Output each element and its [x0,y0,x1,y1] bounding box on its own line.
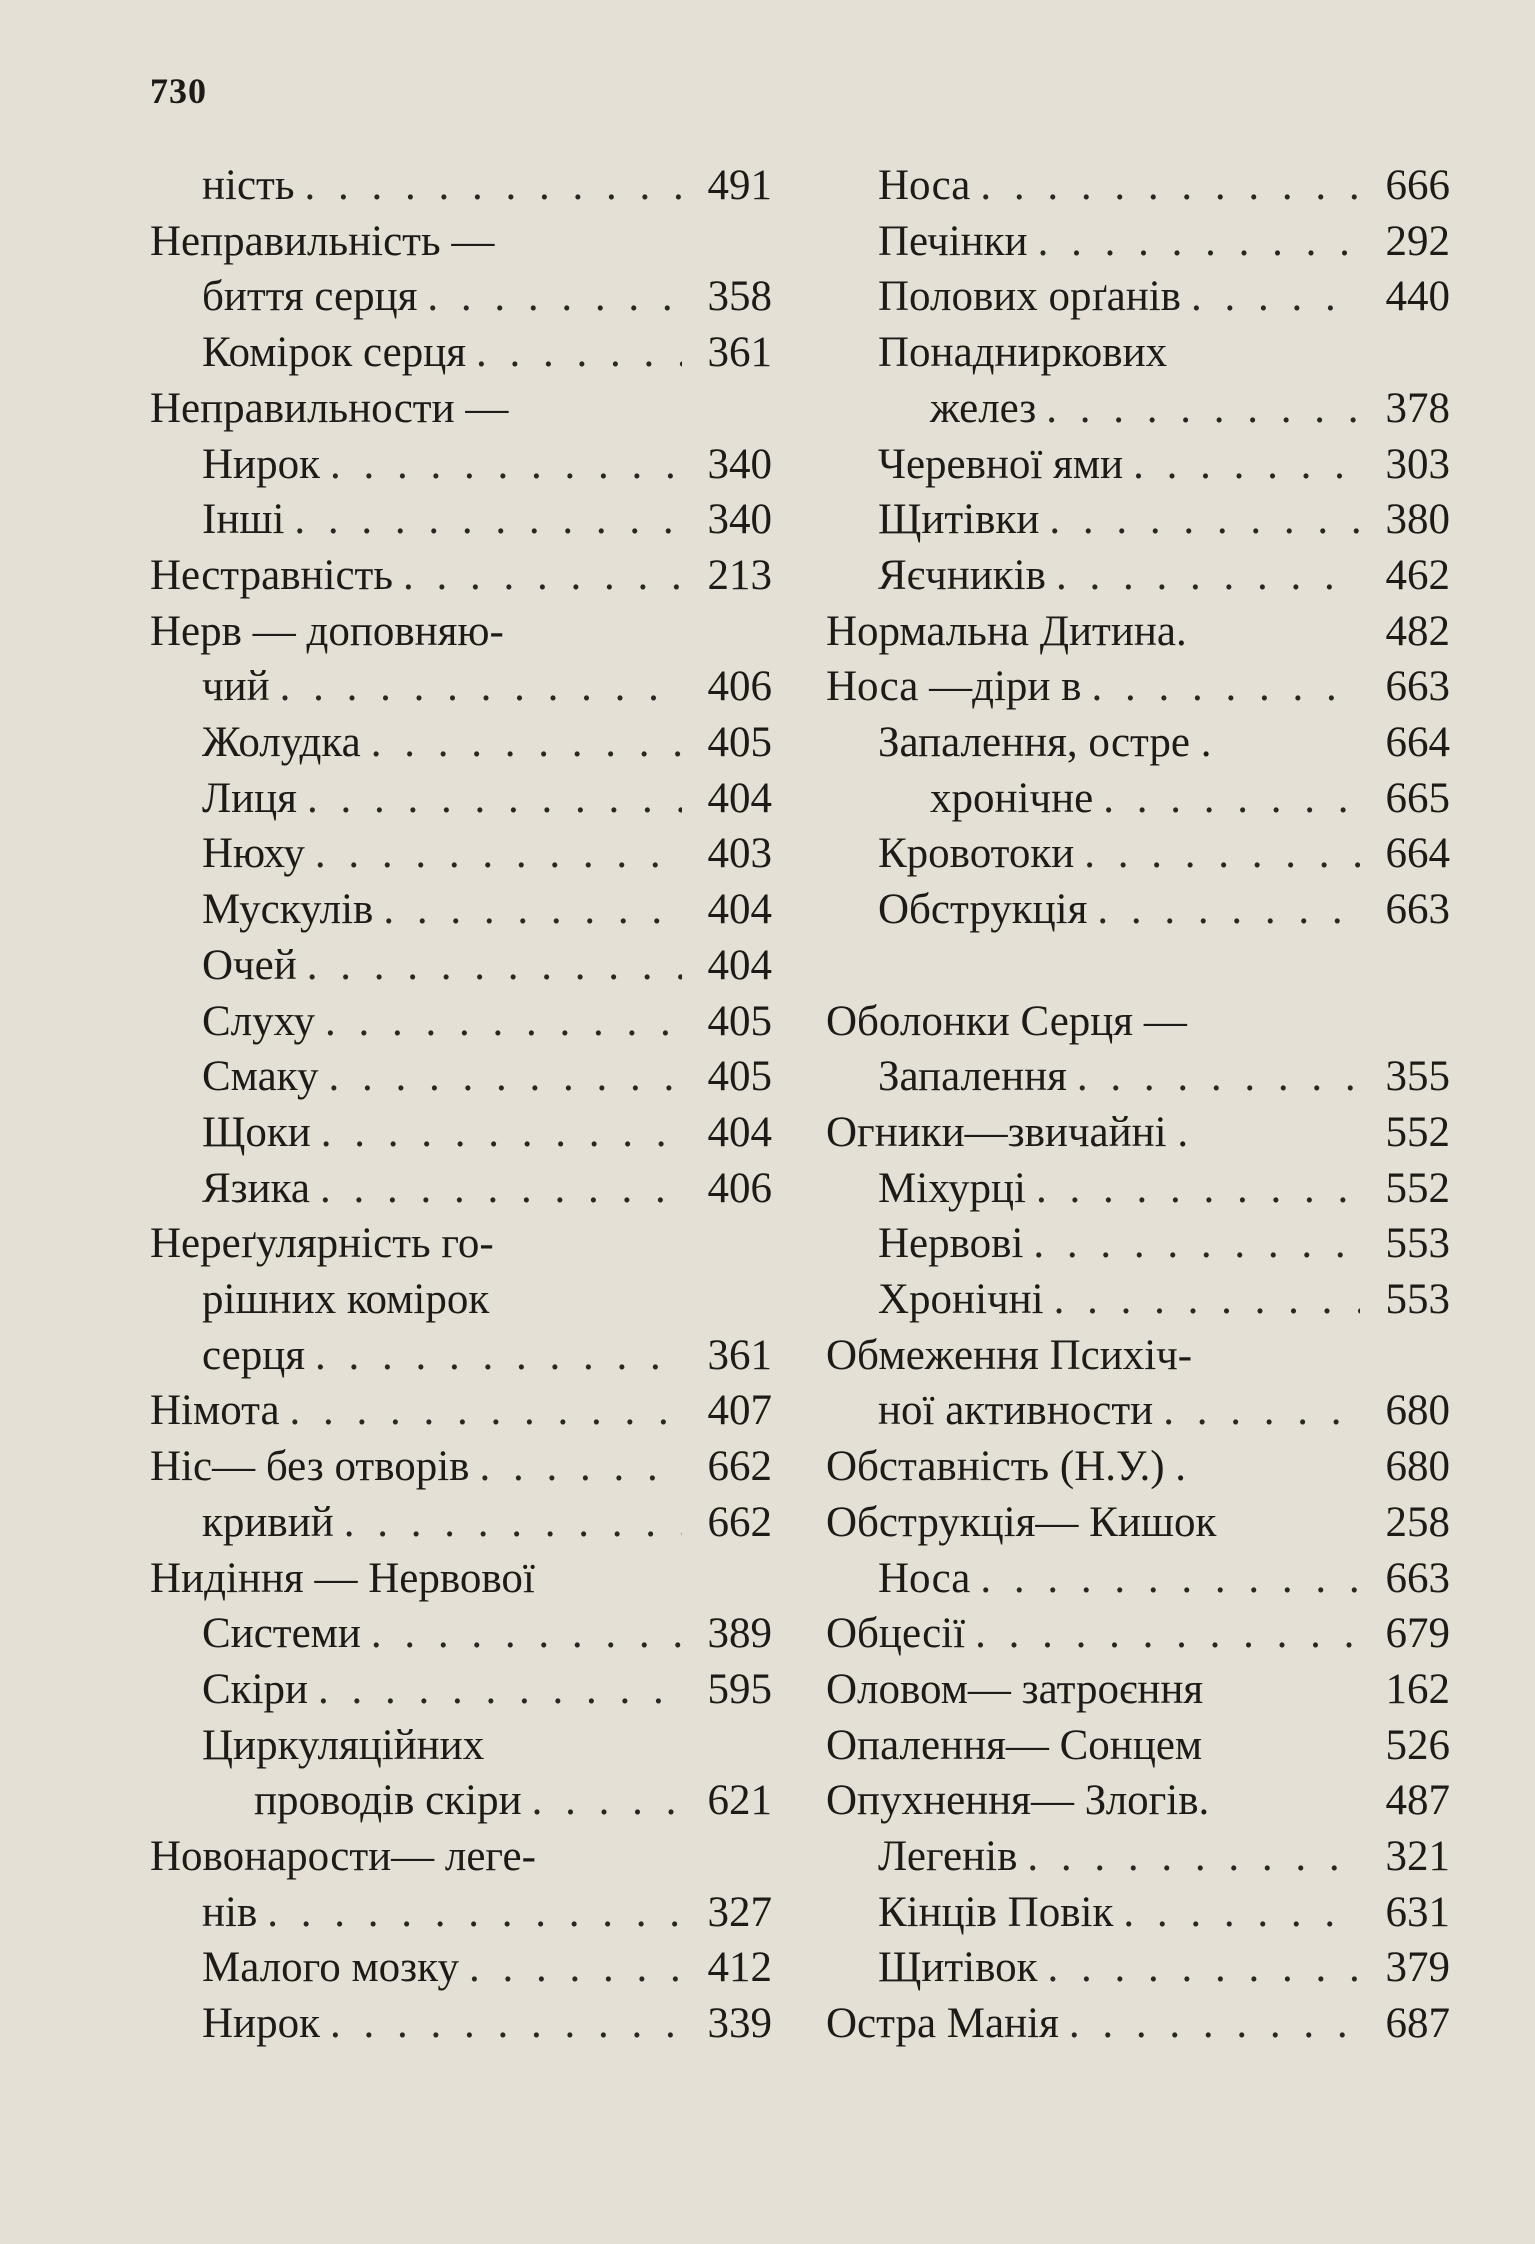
index-entry [150,1383,772,1439]
entry-page-number: 404 [707,886,772,934]
entry-term: Обструкція— Кишок [826,1498,1217,1546]
entry-term: Язика [202,1164,311,1212]
entry-term: проводів скіри [254,1777,522,1825]
entry-page-number: 258 [1385,1498,1450,1546]
index-entry [826,1718,1450,1774]
entry-term: Огники—звичайні . [826,1108,1189,1156]
entry-page-number: 405 [707,719,772,766]
entry-page-number: 404 [707,1108,772,1156]
entry-page-number: 406 [707,1164,772,1212]
entry-page-number: 358 [707,273,772,321]
index-entry [826,659,1450,715]
index-entry [826,826,1450,882]
index-entry [826,437,1450,493]
entry-term: Запалення, остре . [878,719,1212,766]
leader-dots [1049,492,1360,548]
index-entry [826,1829,1450,1885]
entry-page-number: 412 [707,1944,772,1992]
leader-dots [476,325,682,381]
entry-term: рішних комірок [202,1276,490,1323]
entry-page-number: 664 [1385,719,1450,766]
index-entry [826,1940,1450,1996]
index-entry [826,1105,1450,1161]
entry-page-number: 553 [1385,1276,1450,1323]
entry-page-number: 553 [1385,1220,1450,1268]
index-entry [826,158,1450,214]
entry-term: Нерв — доповняю- [150,607,504,655]
page-number: 730 [150,71,207,111]
index-entry [826,1161,1450,1217]
leader-dots [1097,882,1360,938]
index-entry [826,1439,1450,1495]
index-entry [826,1996,1450,2052]
leader-dots [427,269,682,325]
leader-dots [403,548,682,604]
entry-page-number: 355 [1385,1053,1450,1101]
index-entry [826,325,1450,381]
entry-term: нів [202,1888,258,1936]
entry-term: Жолудка [202,719,361,766]
entry-term: Неправильність — [150,217,495,265]
index-entry [150,158,772,214]
index-entry [826,214,1450,270]
index-entry [826,1328,1450,1384]
index-entry [150,492,772,548]
entry-term: Полових орґанів [878,273,1181,321]
leader-dots [321,1105,682,1161]
leader-dots [1123,1885,1360,1941]
leader-dots [975,1606,1360,1662]
entry-page-number: 663 [1385,663,1450,711]
entry-term: Оболонки Серця — [826,997,1187,1045]
entry-term: Нидіння — Нервової [150,1554,535,1602]
entry-term: Нестравність [150,551,393,599]
entry-page-number: 380 [1385,496,1450,544]
entry-page-number: 327 [707,1888,772,1936]
leader-dots [315,826,682,882]
entry-page-number: 687 [1385,2000,1450,2048]
leader-dots [1046,381,1360,437]
leader-dots [383,882,682,938]
index-entry [150,1439,772,1495]
leader-dots [1027,1829,1360,1885]
leader-dots [1084,826,1360,882]
entry-page-number: 405 [707,1053,772,1101]
entry-term: Неправильности — [150,384,509,432]
entry-term: Понадниркових [878,329,1168,377]
leader-dots [325,994,682,1050]
entry-page-number: 462 [1385,551,1450,599]
index-entry [150,1773,772,1829]
entry-page-number: 340 [707,496,772,544]
entry-term: Обставність (Н.У.) . [826,1443,1187,1491]
entry-term: ної активности [878,1387,1154,1435]
index-entry [826,1662,1450,1718]
entry-term: Системи [202,1610,361,1658]
entry-term: Носа [878,162,971,209]
entry-page-number: 379 [1385,1944,1450,1992]
entry-term: чий [202,663,270,711]
index-entry [150,1105,772,1161]
index-entry [150,1885,772,1941]
entry-page-number: 406 [707,663,772,711]
leader-dots [1163,1383,1360,1439]
index-entry [826,994,1450,1050]
entry-term: Носа [878,1554,971,1602]
index-entry [826,1495,1450,1551]
leader-dots [1033,1216,1360,1272]
index-entry [150,1216,772,1272]
entry-page-number: 680 [1385,1387,1450,1435]
entry-page-number: 404 [707,774,772,822]
leader-dots [307,771,682,827]
entry-term: Обструкція [878,886,1088,934]
index-entry [826,492,1450,548]
index-entry [826,1216,1450,1272]
index-entry [826,269,1450,325]
entry-page-number: 662 [707,1498,772,1546]
leader-dots [304,158,682,214]
entry-page-number: 361 [707,329,772,377]
entry-page-number: 303 [1385,440,1450,488]
leader-dots [330,437,682,493]
entry-term: Кінців Повік [878,1888,1114,1936]
entry-page-number: 321 [1385,1833,1450,1880]
entry-page-number: 665 [1385,774,1450,822]
leader-dots [307,938,682,994]
leader-dots [1069,1996,1360,2052]
entry-term: Печінки [878,217,1028,265]
index-entry [150,437,772,493]
entry-page-number: 482 [1385,607,1450,655]
entry-page-number: 663 [1385,1554,1450,1602]
entry-page-number: 662 [707,1443,772,1491]
index-entry [150,604,772,660]
entry-term: Опухнення— Злогів. [826,1777,1210,1825]
index-entry [150,381,772,437]
entry-term: Інші [202,496,285,544]
index-entry [150,548,772,604]
index-entry [826,548,1450,604]
entry-page-number: 403 [707,830,772,878]
entry-page-number: 663 [1385,886,1450,934]
entry-term: Малого мозку [202,1944,459,1992]
entry-term: Скіри [202,1665,309,1713]
index-entry [150,771,772,827]
leader-dots [980,1551,1360,1607]
entry-term: Черевної ями [878,440,1124,488]
index-entry [150,269,772,325]
leader-dots [1056,548,1360,604]
leader-dots [532,1773,682,1829]
leader-dots [1091,659,1360,715]
index-entry [150,1495,772,1551]
entry-term: Смаку [202,1053,319,1101]
leader-dots [1103,771,1360,827]
index-entry [826,771,1450,827]
leader-dots [1077,1049,1360,1105]
entry-page-number: 339 [707,2000,772,2048]
leader-dots [318,1662,682,1718]
leader-dots [980,158,1360,214]
index-entry [150,325,772,381]
index-entry [826,1383,1450,1439]
entry-page-number: 407 [707,1387,772,1435]
leader-dots [371,1606,682,1662]
entry-page-number: 440 [1385,273,1450,321]
entry-term: Нормальна Дитина. [826,607,1187,655]
index-entry [150,1829,772,1885]
index-entry [826,938,1450,994]
leader-dots [267,1885,682,1941]
leader-dots [315,1328,682,1384]
entry-term: Щоки [202,1108,311,1156]
leader-dots [1048,1940,1360,1996]
leader-dots [320,1161,682,1217]
entry-term: Комірок серця [202,329,467,377]
entry-page-number: 340 [707,440,772,488]
entry-term: Обцесії [826,1610,966,1658]
entry-page-number: 664 [1385,830,1450,878]
entry-term: Щитівок [878,1944,1038,1992]
index-entry [150,1718,772,1774]
leader-dots [280,659,682,715]
entry-term: кривий [202,1498,334,1546]
entry-term: Нирок [202,2000,320,2048]
index-entry [826,1606,1450,1662]
entry-term: Остра Манія [826,2000,1059,2048]
entry-page-number: 292 [1385,217,1450,265]
entry-page-number: 679 [1385,1610,1450,1658]
entry-term: Нереґулярність го- [150,1220,494,1268]
leader-dots [328,1049,682,1105]
index-entry [150,659,772,715]
index-entry [150,994,772,1050]
entry-page-number: 162 [1385,1665,1450,1713]
entry-page-number: 378 [1385,384,1450,432]
entry-page-number: 213 [707,551,772,599]
leader-dots [330,1996,682,2052]
leader-dots [290,1383,682,1439]
entry-page-number: 389 [707,1610,772,1658]
entry-term: Щитівки [878,496,1040,544]
index-entry [150,882,772,938]
index-entry [150,1161,772,1217]
entry-page-number: 595 [707,1665,772,1713]
entry-term: Запалення [878,1053,1067,1101]
leader-dots [294,492,682,548]
index-entry [826,1773,1450,1829]
entry-term: Носа —діри в [826,663,1082,711]
entry-page-number: 552 [1385,1108,1450,1156]
entry-term: Міхурці [878,1164,1027,1212]
entry-page-number: 631 [1385,1888,1450,1936]
index-entry [150,715,772,771]
leader-dots [1191,269,1360,325]
entry-page-number: 491 [707,162,772,209]
leader-dots [469,1940,682,1996]
index-entry [150,1328,772,1384]
entry-term: Нюху [202,830,305,878]
index-entry [150,1996,772,2052]
leader-dots [371,715,682,771]
entry-term: Очей [202,941,297,989]
entry-term: Оловом— затроєння [826,1665,1204,1713]
entry-term: биття серця [202,273,418,321]
entry-term: Обмеження Психіч- [826,1331,1193,1379]
leader-dots [479,1439,682,1495]
entry-term: Циркуляційних [202,1721,485,1769]
entry-term: Німота [150,1387,280,1435]
index-entry [826,715,1450,771]
entry-page-number: 526 [1385,1721,1450,1769]
index-entry [150,1272,772,1328]
entry-term: Лиця [202,774,297,822]
entry-term: хронічне [930,774,1094,822]
entry-term: Нирок [202,440,320,488]
index-entry [150,826,772,882]
index-entry [150,1662,772,1718]
leader-dots [1054,1272,1360,1328]
entry-term: Слуху [202,997,316,1045]
index-entry [150,1049,772,1105]
index-entry [826,604,1450,660]
entry-term: Опалення— Сонцем [826,1721,1203,1769]
index-entry [826,1885,1450,1941]
entry-page-number: 487 [1385,1777,1450,1825]
index-entry [150,214,772,270]
entry-term: ність [202,162,295,209]
entry-page-number: 621 [707,1777,772,1825]
index-entry [150,1606,772,1662]
index-entry [826,1272,1450,1328]
index-entry [826,1551,1450,1607]
leader-dots [1038,214,1360,270]
entry-term: Ніс— без отворів [150,1443,470,1491]
index-entry [150,938,772,994]
leader-dots [344,1495,682,1551]
entry-term: желез [930,384,1037,432]
entry-page-number: 552 [1385,1164,1450,1212]
entry-term: Яєчників [878,551,1046,599]
entry-page-number: 361 [707,1331,772,1379]
entry-term: Кровотоки [878,830,1075,878]
entry-page-number: 680 [1385,1443,1450,1491]
index-entry [150,1940,772,1996]
entry-page-number: 405 [707,997,772,1045]
leader-dots [1036,1161,1360,1217]
entry-term: Хронічні [878,1276,1044,1323]
index-entry [826,381,1450,437]
entry-term: Нервові [878,1220,1024,1268]
index-entry [826,882,1450,938]
entry-term: Новонарости— леге- [150,1833,536,1880]
index-entry [826,1049,1450,1105]
entry-term: серця [202,1331,305,1379]
leader-dots [1133,437,1360,493]
entry-term: Мускулів [202,886,374,934]
entry-page-number: 666 [1385,162,1450,209]
entry-term: Легенів [878,1833,1018,1880]
entry-page-number: 404 [707,941,772,989]
index-entry [150,1551,772,1607]
